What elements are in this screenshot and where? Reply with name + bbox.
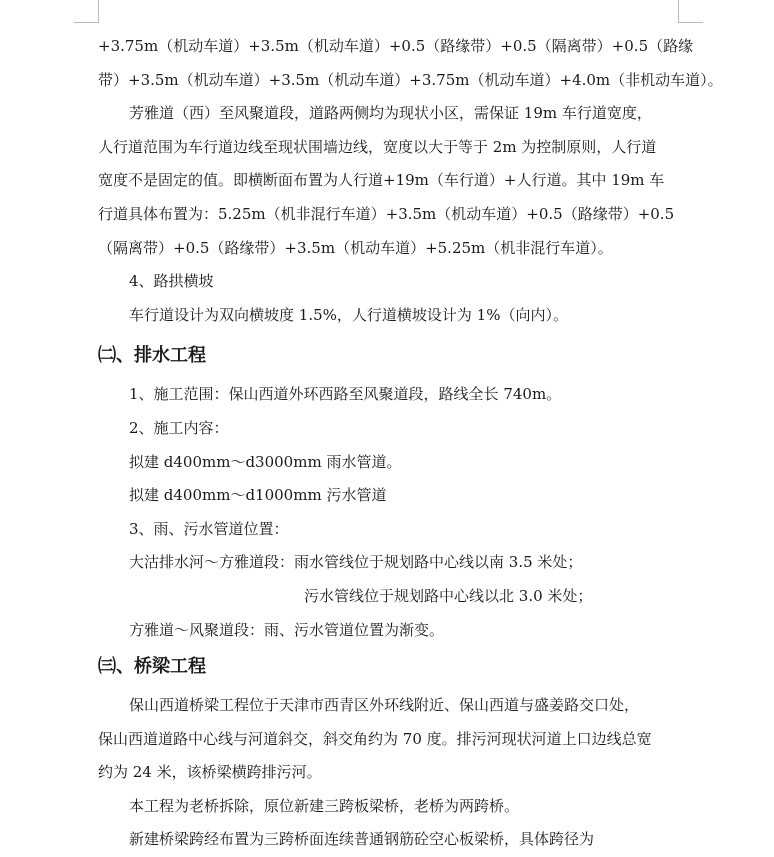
paragraph-line: 污水管线位于规划路中心线以北 3.0 米处； — [304, 586, 593, 605]
paragraph-line: 保山西道道路中心线与河道斜交，斜交角约为 70 度。排污河现状河道上口边线总宽 — [98, 729, 652, 748]
page-corner-mark-left — [74, 0, 99, 23]
paragraph-line: 芳雅道（西）至风聚道段，道路两侧均为现状小区，需保证 19m 车行道宽度， — [129, 104, 652, 123]
page-corner-mark-right — [678, 0, 703, 23]
paragraph-line: 宽度不是固定的值。即横断面布置为人行道+19m（车行道）+人行道。其中 19m 车 — [98, 171, 665, 190]
list-item: 3、雨、污水管道位置： — [129, 519, 289, 538]
paragraph-line: 方雅道～风聚道段：雨、污水管道位置为渐变。 — [129, 620, 445, 639]
subheading-road-crown: 4、路拱横坡 — [129, 272, 214, 291]
list-item: 1、施工范围：保山西道外环西路至风聚道段，路线全长 740m。 — [129, 385, 562, 404]
paragraph-line: 大沽排水河～方雅道段：雨水管线位于规划路中心线以南 3.5 米处； — [129, 553, 583, 572]
section-heading-bridge: ㈢、桥梁工程 — [98, 656, 206, 678]
paragraph-line: 拟建 d400mm～d1000mm 污水管道 — [129, 486, 387, 505]
paragraph-line: 保山西道桥梁工程位于天津市西青区外环线附近、保山西道与盛姜路交口处， — [129, 696, 640, 715]
paragraph-line: 人行道范围为车行道边线至现状围墙边线，宽度以大于等于 2m 为控制原则，人行道 — [98, 137, 657, 156]
paragraph-line: +3.75m（机动车道）+3.5m（机动车道）+0.5（路缘带）+0.5（隔离带）+0.5（路缘 — [98, 37, 694, 55]
paragraph-line: 拟建 d400mm～d3000mm 雨水管道。 — [129, 452, 402, 471]
paragraph-line: 约为 24 米，该桥梁横跨排污河。 — [98, 763, 322, 782]
list-item: 2、施工内容： — [129, 418, 229, 437]
paragraph-line: 新建桥梁跨经布置为三跨桥面连续普通钢筋砼空心板梁桥，具体跨径为 — [129, 830, 595, 849]
paragraph-line: （隔离带）+0.5（路缘带）+3.5m（机动车道）+5.25m（机非混行车道）。 — [98, 238, 613, 257]
paragraph-line: 本工程为老桥拆除，原位新建三跨板梁桥，老桥为两跨桥。 — [129, 796, 520, 815]
paragraph-line: 行道具体布置为：5.25m（机非混行车道）+3.5m（机动车道）+0.5（路缘带）+0.5 — [98, 204, 675, 223]
section-heading-drainage: ㈡、排水工程 — [98, 345, 206, 367]
paragraph-line: 带）+3.5m（机动车道）+3.5m（机动车道）+3.75m（机动车道）+4.0m（非机动车道）。 — [98, 70, 723, 89]
document-body — [98, 30, 723, 857]
paragraph-line: 车行道设计为双向横坡度 1.5%，人行道横坡设计为 1%（向内）。 — [129, 305, 568, 324]
